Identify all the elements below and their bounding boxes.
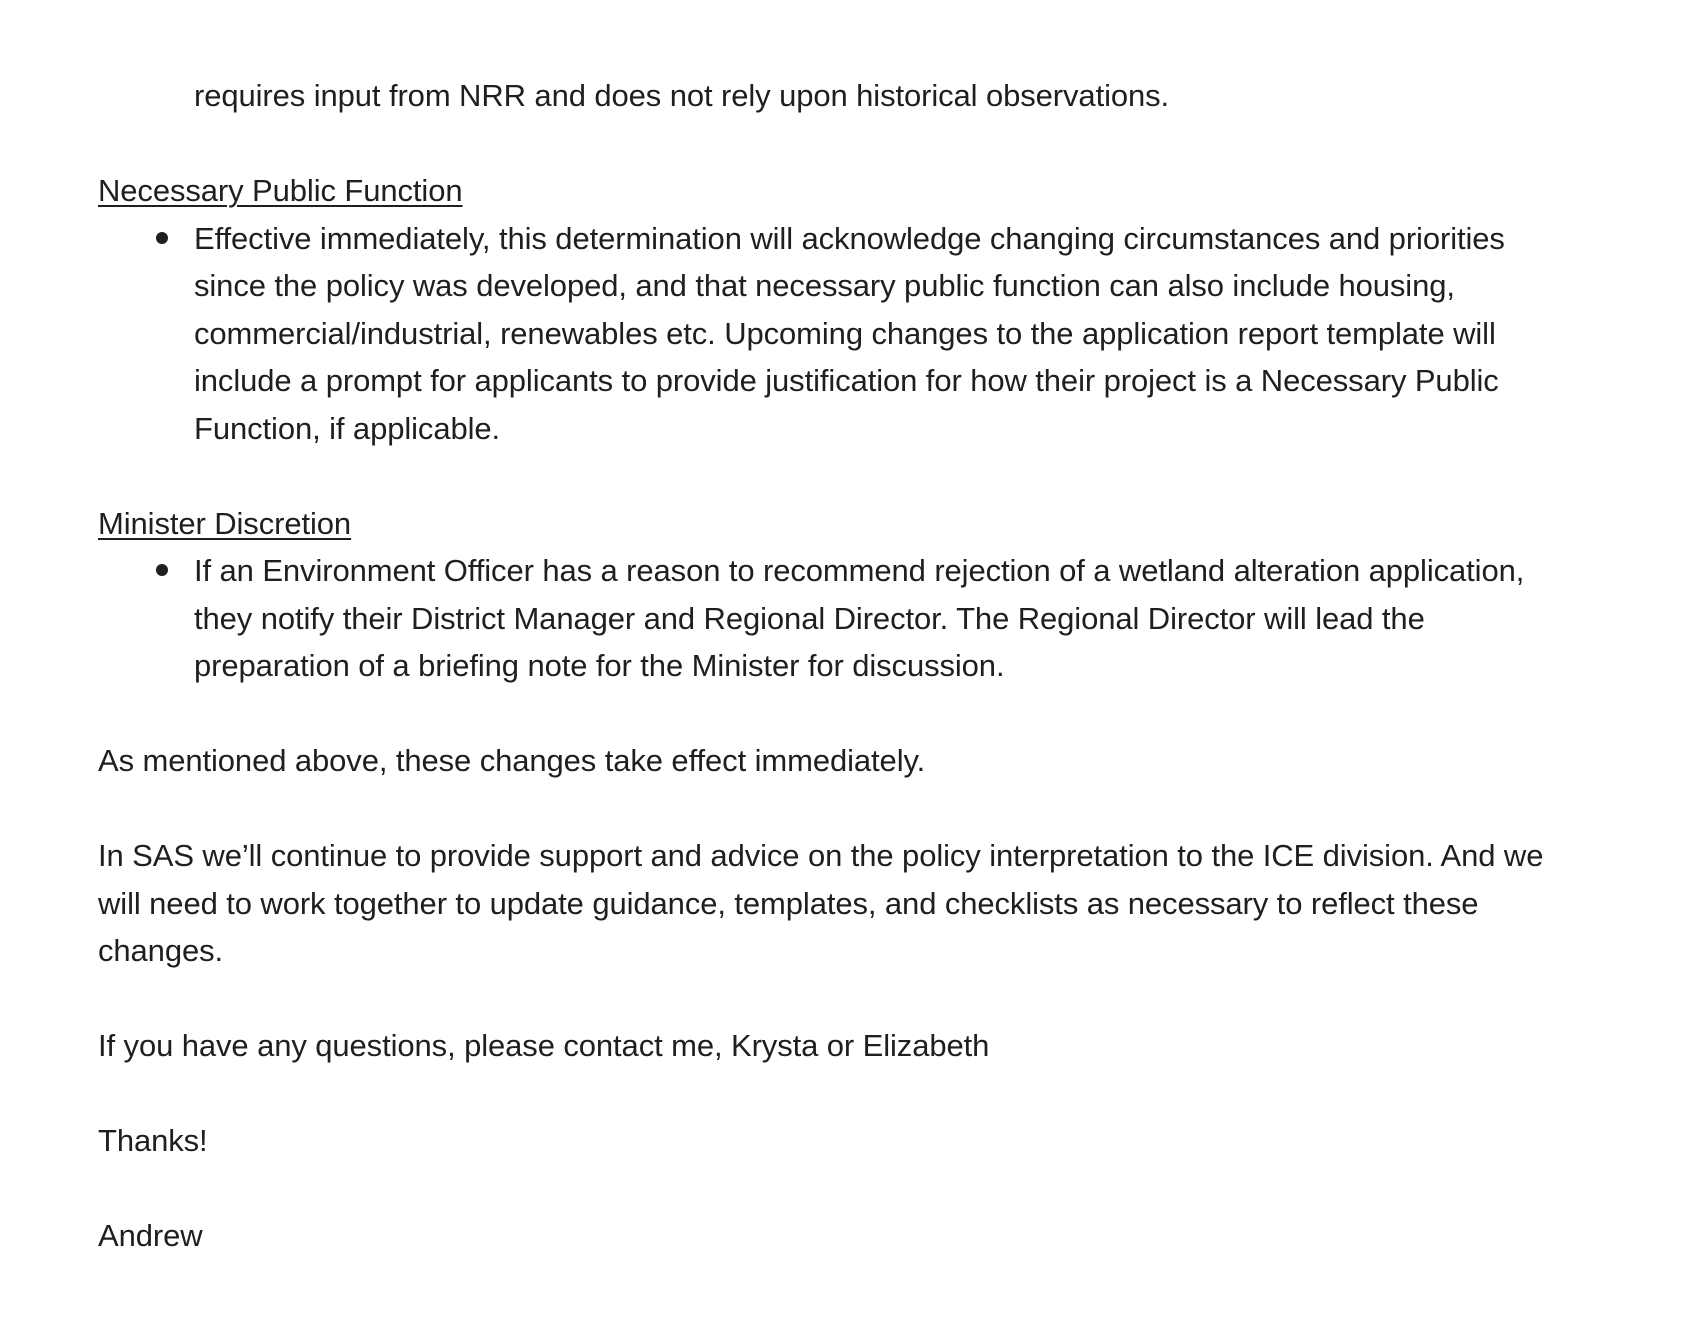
section-heading-minister-discretion: Minister Discretion	[98, 505, 352, 541]
intro-continuation: requires input from NRR and does not rely upon historical observations.	[194, 78, 1170, 113]
spacer	[98, 690, 1638, 738]
signature-name: Andrew	[98, 1218, 203, 1253]
spacer	[98, 1070, 1638, 1118]
section-heading-necessary-public-function: Necessary Public Function	[98, 173, 463, 208]
list-item	[98, 215, 1638, 453]
document-page	[98, 72, 1638, 1260]
bullet-list-minister-discretion	[98, 547, 1638, 690]
bullet-list-necessary-public-function	[98, 215, 1638, 453]
list-item	[98, 547, 1638, 690]
spacer	[98, 120, 1638, 168]
closing-paragraph-effect: As mentioned above, these changes take effect immediately.	[98, 743, 926, 778]
sign-off-thanks: Thanks!	[98, 1123, 208, 1158]
bullet-text: If an Environment Officer has a reason to recommend rejection of a wetland alteration application, they notify their District Manager and Regional Director. The Regional Director will lead the preparation of a briefing note for the Minister for discussion.	[194, 553, 1525, 683]
spacer	[98, 1165, 1638, 1213]
spacer	[98, 452, 1638, 500]
bullet-icon	[156, 232, 168, 244]
bullet-icon	[156, 564, 168, 576]
closing-paragraph-support: In SAS we’ll continue to provide support and advice on the policy interpretation to the ICE division. And we will need to work together to update guidance, templates, and checklists as necessary to reflect these changes.	[98, 838, 1544, 968]
spacer	[98, 785, 1638, 833]
spacer	[98, 975, 1638, 1023]
closing-paragraph-questions: If you have any questions, please contact me, Krysta or Elizabeth	[98, 1028, 990, 1063]
bullet-text: Effective immediately, this determination will acknowledge changing circumstances and priorities since the policy was developed, and that necessary public function can also include housing, commercial/industrial, renewables etc. Upcoming changes to the application report template will include a prompt for applicants to provide justification for how their project is a Necessary Public Function, if applicable.	[194, 220, 1505, 446]
